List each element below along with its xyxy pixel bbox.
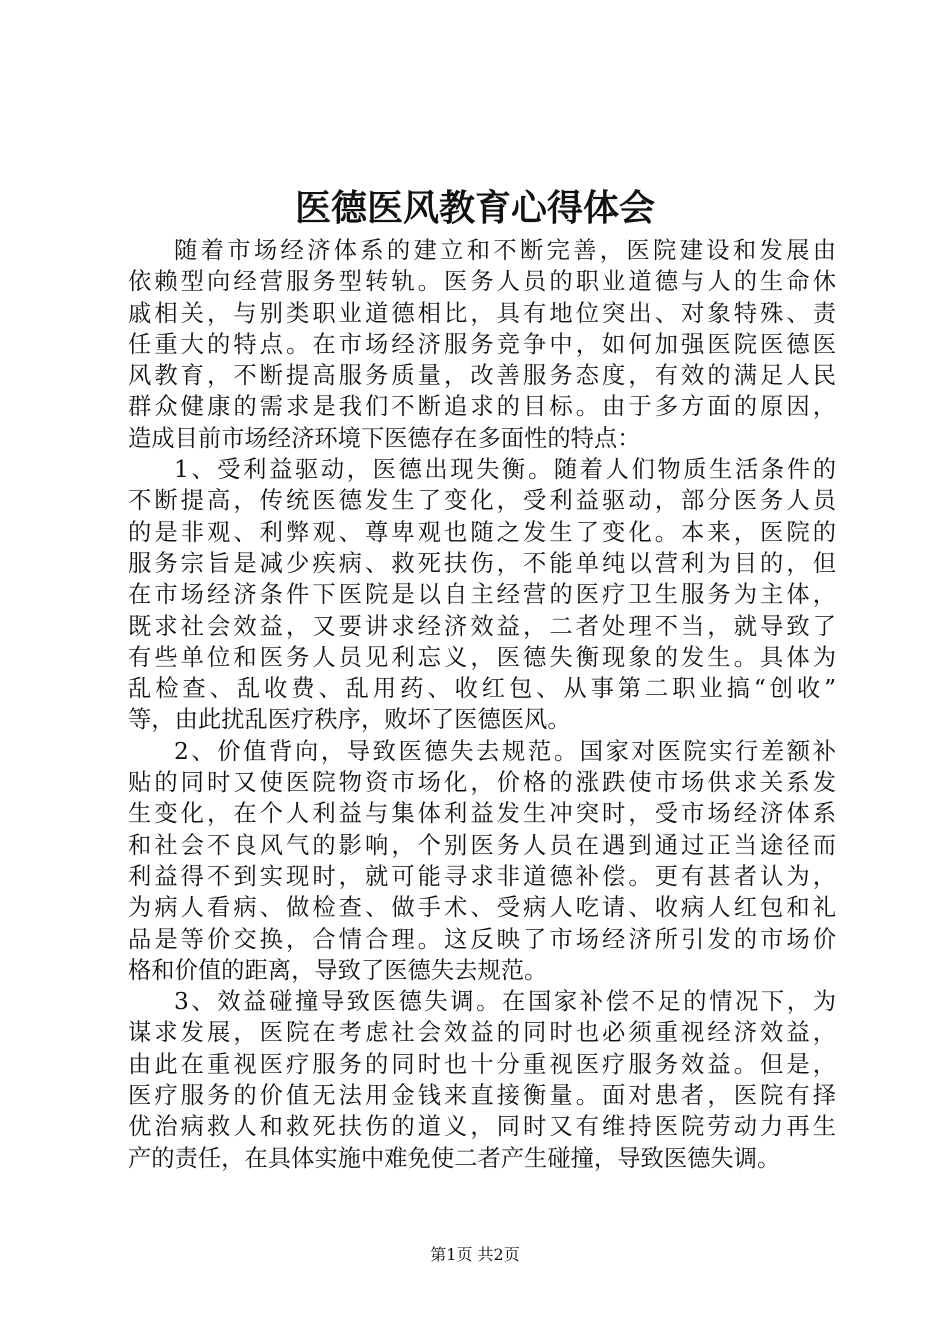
paragraph-line: 生变化，在个人利益与集体利益发生冲突时，受市场经济体系	[128, 800, 836, 828]
paragraph-line: 风教育，不断提高服务质量，改善服务态度，有效的满足人民	[128, 362, 836, 390]
paragraph-line: 依赖型向经营服务型转轨。医务人员的职业道德与人的生命休	[128, 268, 836, 296]
paragraph-line: 戚相关，与别类职业道德相比，具有地位突出、对象特殊、责	[128, 299, 836, 327]
paragraph-line: 不断提高，传统医德发生了变化，受利益驱动，部分医务人员	[128, 487, 836, 515]
paragraph-line: 谋求发展，医院在考虑社会效益的同时也必须重视经济效益，	[128, 1019, 836, 1047]
paragraph	[128, 235, 836, 454]
paragraph-line: 2、价值背向，导致医德失去规范。国家对医院实行差额补	[174, 737, 836, 765]
paragraph-line: 利益得不到实现时，就可能寻求非道德补偿。更有甚者认为，	[128, 862, 836, 890]
paragraph-line: 有些单位和医务人员见利忘义，医德失衡现象的发生。具体为	[128, 643, 836, 671]
paragraph-line: 1、受利益驱动，医德出现失衡。随着人们物质生活条件的	[174, 456, 836, 484]
paragraph-line: 为病人看病、做检查、做手术、受病人吃请、收病人红包和礼	[128, 894, 836, 922]
paragraph-line: 服务宗旨是减少疾病、救死扶伤，不能单纯以营利为目的，但	[128, 549, 836, 577]
paragraph-line: 的是非观、利弊观、尊卑观也随之发生了变化。本来，医院的	[128, 518, 836, 546]
paragraph-line: 乱检查、乱收费、乱用药、收红包、从事第二职业搞“创收”	[128, 675, 836, 703]
paragraph	[128, 454, 836, 736]
paragraph	[128, 736, 836, 986]
paragraph-line: 任重大的特点。在市场经济服务竞争中，如何加强医院医德医	[128, 330, 836, 358]
paragraph-line: 等，由此扰乱医疗秩序，败坏了医德医风。	[128, 706, 571, 734]
paragraph-line: 贴的同时又使医院物资市场化，价格的涨跌使市场供求关系发	[128, 769, 836, 797]
paragraph-line: 随着市场经济体系的建立和不断完善，医院建设和发展由	[174, 237, 836, 264]
paragraph-line: 优治病救人和救死扶伤的道义，同时又有维持医院劳动力再生	[128, 1113, 836, 1141]
paragraph-line: 群众健康的需求是我们不断追求的目标。由于多方面的原因，	[128, 393, 836, 421]
paragraph	[128, 986, 836, 1174]
paragraph-line: 品是等价交换，合情合理。这反映了市场经济所引发的市场价	[128, 925, 836, 953]
page-footer: 第1页 共2页	[430, 1245, 520, 1264]
paragraph-line: 由此在重视医疗服务的同时也十分重视医疗服务效益。但是，	[128, 1050, 836, 1078]
paragraph-line: 格和价值的距离，导致了医德失去规范。	[128, 956, 548, 984]
paragraph-line: 和社会不良风气的影响，个别医务人员在遇到通过正当途径而	[128, 831, 836, 859]
paragraph-line: 医疗服务的价值无法用金钱来直接衡量。面对患者，医院有择	[128, 1082, 836, 1110]
paragraph-line: 在市场经济条件下医院是以自主经营的医疗卫生服务为主体，	[128, 581, 836, 609]
paragraph-line: 产的责任，在具体实施中难免使二者产生碰撞，导致医德失调。	[128, 1144, 781, 1172]
document-body	[128, 235, 836, 1174]
paragraph-line: 3、效益碰撞导致医德失调。在国家补偿不足的情况下，为	[174, 988, 836, 1016]
paragraph-line: 既求社会效益，又要讲求经济效益，二者处理不当，就导致了	[128, 612, 836, 640]
paragraph-line: 造成目前市场经济环境下医德存在多面性的特点：	[128, 424, 641, 452]
document-title: 医德医风教育心得体会	[294, 187, 655, 229]
